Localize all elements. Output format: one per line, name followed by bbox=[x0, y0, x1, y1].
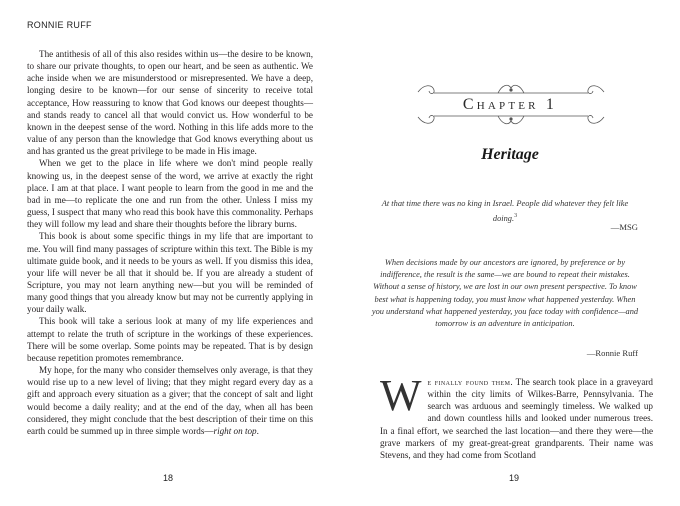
paragraph: This book is about some specific things in my life that are important to me. You will find many passages of scripture within this text. The Bible is my ultimate guide book, and it needs to be yours as well. If you dismiss this idea, your life will never be all that it should be. If you are already a student of Scripture, you may not learn anything new—but you will be reminded of many good things that you already know but may not be currently applying in your daily walk. bbox=[27, 231, 313, 315]
emphasis-text: right on top bbox=[213, 425, 257, 436]
lead-in-text: e finally found them. bbox=[427, 377, 513, 387]
chapter-label: Chapter 1 bbox=[462, 96, 558, 113]
right-body-text bbox=[380, 371, 653, 461]
page-number: 18 bbox=[163, 473, 174, 483]
paragraph-text: My hope, for the many who consider themselves only average, is that they would rise up to a new level of living; that they might regard every day as a gift and approach every situation as a giver; that the concept of salt and light would become a daily reality; and at the end of the day, when all has been considered, they might conclude that the best description of their time on this earth could be summed up in three simple words— bbox=[27, 365, 313, 436]
right-page bbox=[340, 0, 680, 506]
paragraph: This book will take a serious look at many of my life experiences and attempt to relate the truth of scripture in the workings of these experiences. There will be some overlap. Some points may be repeated. That is by design because repetition promotes remembrance. bbox=[27, 316, 313, 363]
body-text: The search took place in a graveyard within the city limits of Wilkes-Barre, Pennsylvania. The search was arduous and seemingly timeless. We walked up and down countless hills and looked under numerous trees. In a final effort, we searched the last location—and there they were—the grave markers of my great-great-great grandparents. Their name was Stevens, and they had come from Scotland bbox=[380, 377, 653, 460]
epigraph-text: At that time there was no king in Israel. People did whatever they felt like doing. bbox=[381, 199, 629, 223]
epigraph-scripture bbox=[370, 198, 640, 225]
paragraph-end: . bbox=[256, 425, 259, 436]
epigraph-quote: When decisions made by our ancestors are ignored, by preference or by indifference, the result is the same—we are bound to repeat their mistakes. Without a sense of history, we are lost in our own present perspective. To know best what is happening today, you must know what happened yesterday. When you understand what happened yesterday, you face today with confidence—and tomorrow is an adventure in anticipation. bbox=[371, 258, 639, 329]
paragraph: The antithesis of all of this also resides within us—the desire to be known, to share our private thoughts, to open our heart, and be seen as authentic. We ache inside when we are misunderstood or misrepresented. We have a deep, longing desire to be known—for our sense of sincerity to receive total acceptance, How reassuring to know that God knows our deepest thoughts—and stands ready to cancel all that would convict us. How wonderful to be known in the deepest sense of the word. Nothing in this life adds more to the value of any person than the knowledge that God knows everything about us and has granted us the great privilege to be made in His image. bbox=[27, 49, 313, 157]
left-body-text bbox=[27, 48, 313, 437]
chapter-title: Heritage bbox=[481, 146, 539, 163]
footnote-marker: 3 bbox=[514, 213, 518, 220]
drop-cap: W bbox=[380, 371, 422, 420]
paragraph bbox=[27, 364, 313, 437]
epigraph-attribution: —MSG bbox=[610, 222, 638, 232]
running-head: RONNIE RUFF bbox=[27, 20, 92, 30]
ornament-bottom-icon bbox=[412, 113, 610, 129]
paragraph: When we get to the place in life where we don't mind people really knowing us, in the deepest sense of the word, we arrive at exactly the right place. I am at that place. I want people to learn from the good in me and the bad in me—to replicate the one and run from the other. Unless I miss my guess, I suspect that many who read this book have this commonality. Perhaps they will follow my lead and share their thoughts before the library burns. bbox=[27, 158, 313, 230]
page-number: 19 bbox=[509, 473, 520, 483]
quote-attribution: —Ronnie Ruff bbox=[586, 348, 638, 358]
